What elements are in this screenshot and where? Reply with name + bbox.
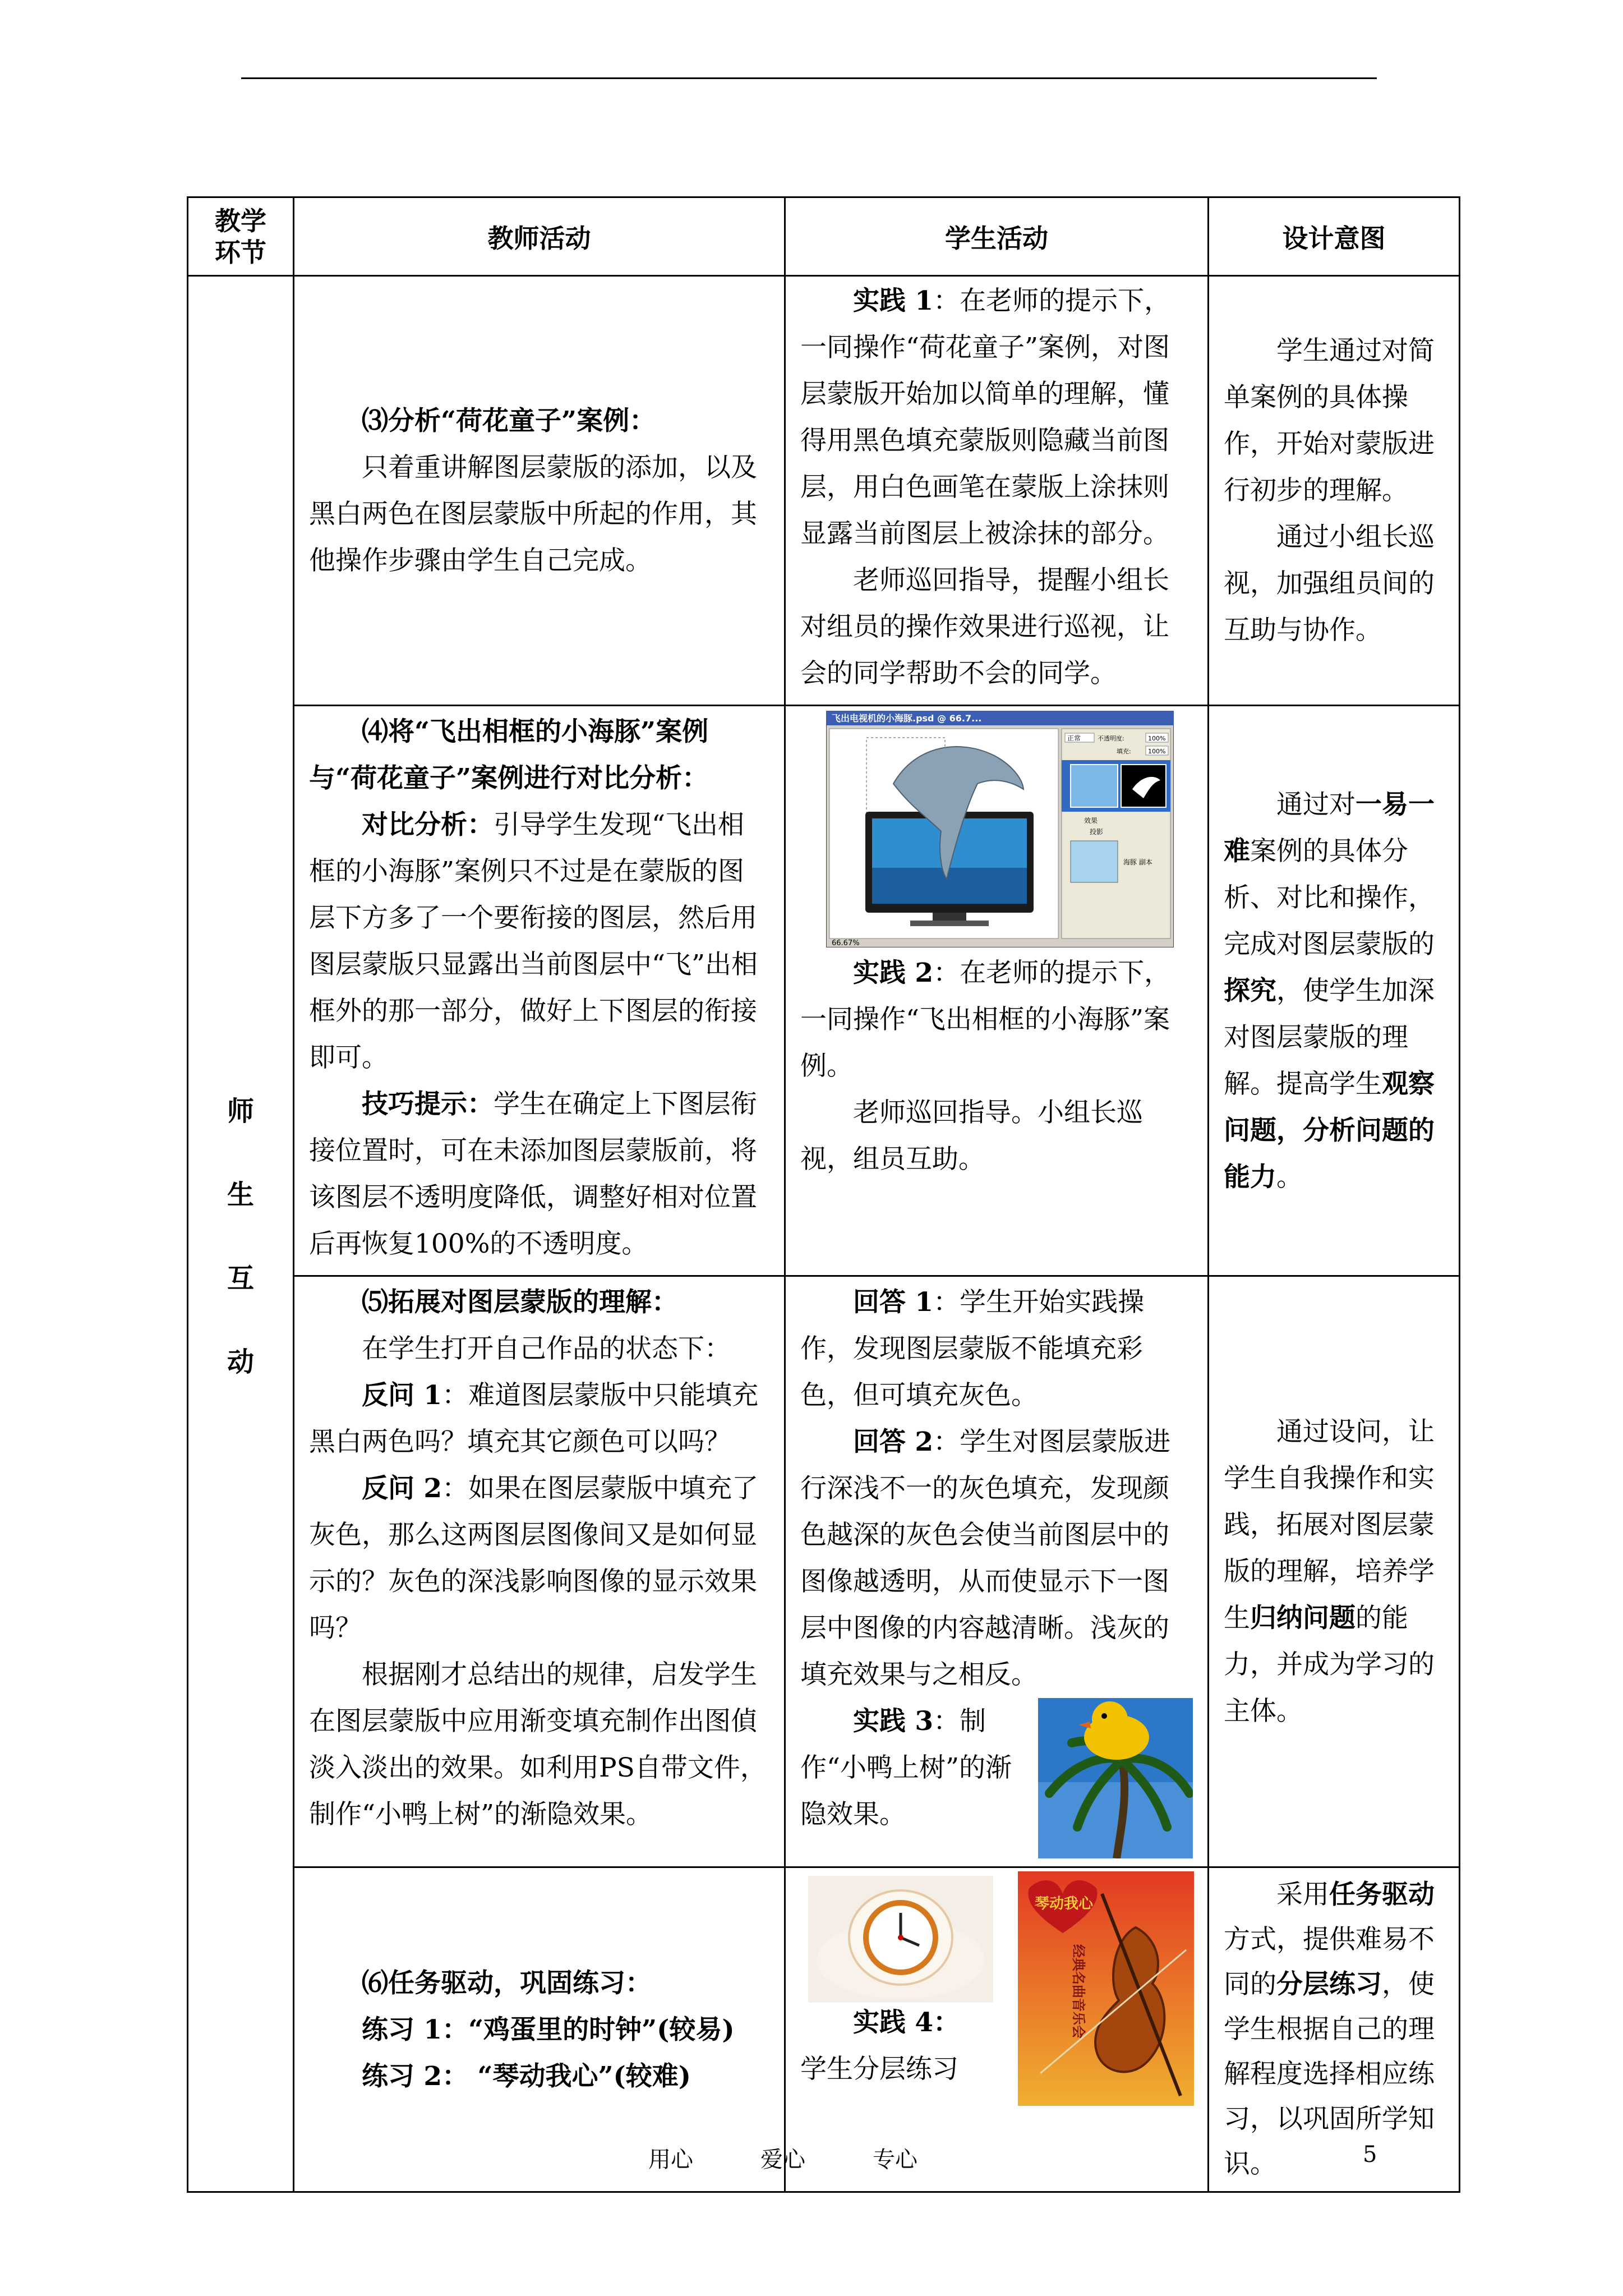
ps-opacity: 100% bbox=[1148, 735, 1166, 742]
stage-char: 互 bbox=[227, 1262, 254, 1294]
ps-opacity-label: 不透明度: bbox=[1098, 735, 1124, 742]
practice-label: 实践 4 bbox=[853, 2007, 934, 2038]
ps-fill: 100% bbox=[1148, 748, 1166, 755]
teacher-section-title: ⑷将“飞出相框的小海豚”案例与“荷花童子”案例进行对比分析： bbox=[309, 716, 709, 794]
student-text: ：在老师的提示下，一同操作“飞出相框的小海豚”案例。 bbox=[800, 958, 1171, 1082]
student-cell bbox=[785, 1276, 1209, 1867]
teacher-label: 对比分析： bbox=[362, 809, 494, 840]
intent-text: 。 bbox=[1276, 1161, 1303, 1193]
footer-motto-3: 专心 bbox=[873, 2147, 917, 2173]
header-stage bbox=[188, 197, 294, 276]
table-row bbox=[188, 706, 1460, 1276]
intent-cell bbox=[1209, 1867, 1460, 2192]
ps-blend-mode: 正常 bbox=[1067, 734, 1081, 742]
teacher-body: ：如果在图层蒙版中填充了灰色，那么这两图层图像间又是如何显示的？灰色的深浅影响图像的显示效果吗？ bbox=[309, 1473, 759, 1644]
violin-poster-image bbox=[1018, 1871, 1194, 2106]
teacher-section-title: ⑸拓展对图层蒙版的理解： bbox=[362, 1287, 678, 1318]
header-stage-line1: 教学 bbox=[215, 205, 266, 236]
stage-label-cell bbox=[188, 276, 294, 2192]
question-label: 反问 1 bbox=[362, 1380, 442, 1411]
intent-text: 方式，提供难易不同的 bbox=[1224, 1924, 1435, 2000]
table-row bbox=[188, 1867, 1460, 2192]
intent-emphasis: 观察问题，分析问题的能力 bbox=[1224, 1068, 1435, 1193]
stage-char: 生 bbox=[227, 1179, 254, 1211]
intent-text: 的能力，并成为学习的主体。 bbox=[1224, 1603, 1435, 1727]
poster-subtitle: 经典名曲音乐会 bbox=[1071, 1944, 1087, 2039]
teacher-body: 只着重讲解图层蒙版的添加，以及黑白两色在图层蒙版中所起的作用，其他操作步骤由学生自己完成。 bbox=[309, 452, 757, 576]
footer-motto-1: 用心 bbox=[648, 2147, 693, 2173]
student-text: ：学生开始实践操作，发现图层蒙版不能填充彩色，但可填充灰色。 bbox=[800, 1287, 1145, 1411]
ps-fill-label: 填充: bbox=[1117, 748, 1131, 755]
intent-text: 采用 bbox=[1276, 1879, 1329, 1910]
intent-text: 案例的具体分析、对比和操作，完成对图层蒙版的 bbox=[1224, 835, 1435, 960]
teacher-body: 在学生打开自己作品的状态下： bbox=[362, 1333, 731, 1364]
page-number: 5 bbox=[1363, 2142, 1377, 2168]
exercise-item: 练习 1：“鸡蛋里的时钟”(较易) bbox=[362, 2014, 735, 2045]
duck-in-tree-image bbox=[1038, 1698, 1193, 1858]
answer-label: 回答 1 bbox=[853, 1287, 934, 1318]
answer-label: 回答 2 bbox=[853, 1427, 934, 1457]
header-stage-line2: 环节 bbox=[215, 237, 266, 268]
intent-cell bbox=[1209, 276, 1460, 706]
teacher-body: 根据刚才总结出的规律，启发学生在图层蒙版中应用渐变填充制作出图偵淡入淡出的效果。如利用PS自带文件，制作“小鸭上树”的渐隐效果。 bbox=[309, 1659, 767, 1830]
practice-label: 实践 1 bbox=[853, 286, 934, 316]
question-label: 反问 2 bbox=[362, 1473, 442, 1504]
intent-text: 学生通过对简单案例的具体操作，开始对蒙版进行初步的理解。 bbox=[1224, 335, 1435, 506]
practice-label: 实践 2 bbox=[853, 958, 934, 988]
teacher-cell bbox=[294, 706, 785, 1276]
teacher-body: ：难道图层蒙版中只能填充黑白两色吗？填充其它颜色可以吗？ bbox=[309, 1380, 759, 1457]
student-text: 学生分层练习 bbox=[800, 2054, 958, 2085]
intent-emphasis: 分层练习 bbox=[1276, 1969, 1382, 2000]
intent-emphasis: 任务驱动 bbox=[1329, 1879, 1435, 1910]
exercise-item: 练习 2： “琴动我心”(较难) bbox=[362, 2060, 691, 2092]
intent-emphasis: 探究 bbox=[1224, 975, 1276, 1006]
egg-clock-image bbox=[808, 1876, 993, 2003]
student-text: ：制作“小鸭上树”的渐隐效果。 bbox=[800, 1706, 1012, 1830]
stage-char: 师 bbox=[227, 1095, 254, 1127]
student-cell bbox=[785, 706, 1209, 1276]
lesson-plan-table bbox=[187, 196, 1460, 2193]
table-header-row bbox=[188, 197, 1460, 276]
header-intent: 设计意图 bbox=[1209, 197, 1460, 276]
ps-window-title: 飞出电视机的小海豚.psd @ 66.7... bbox=[832, 713, 982, 724]
ps-zoom: 66.67% bbox=[832, 939, 860, 947]
header-rule bbox=[241, 77, 1377, 79]
footer-motto-2: 爱心 bbox=[760, 2147, 805, 2173]
intent-cell bbox=[1209, 1276, 1460, 1867]
student-text: 老师巡回指导。小组长巡视，组员互助。 bbox=[800, 1097, 1143, 1175]
header-student: 学生活动 bbox=[785, 197, 1209, 276]
intent-text: ，使学生加深对图层蒙版的理解。提高学生 bbox=[1224, 975, 1435, 1099]
header-teacher: 教师活动 bbox=[294, 197, 785, 276]
intent-text: 通过设问，让学生自我操作和实践，拓展对图层蒙版的理解，培养学生 bbox=[1224, 1416, 1435, 1634]
teacher-section-title: ⑶分析“荷花童子”案例： bbox=[362, 405, 656, 436]
teacher-cell bbox=[294, 1867, 785, 2192]
intent-text: ，使学生根据自己的理解程度选择相应练习，以巩固所学知识。 bbox=[1224, 1969, 1435, 2179]
practice-label: 实践 3 bbox=[853, 1706, 934, 1737]
intent-text: 通过对 bbox=[1276, 789, 1355, 820]
ps-layer-name: 海豚 副本 bbox=[1123, 858, 1152, 866]
teacher-cell bbox=[294, 1276, 785, 1867]
stage-char: 动 bbox=[227, 1346, 254, 1378]
student-text: ：学生对图层蒙版进行深浅不一的灰色填充，发现颜色越深的灰色会使当前图层中的图像越透明，从而使显示下一图层中图像的内容越清晰。浅灰的填充效果与之相反。 bbox=[800, 1427, 1171, 1690]
student-cell bbox=[785, 276, 1209, 706]
ps-layer-effect: 效果 bbox=[1084, 817, 1098, 825]
photoshop-screenshot bbox=[826, 711, 1174, 947]
practice-colon: ： bbox=[933, 2007, 960, 2038]
intent-cell bbox=[1209, 706, 1460, 1276]
intent-emphasis: 归纳问题 bbox=[1250, 1603, 1355, 1634]
intent-emphasis: 一易一难 bbox=[1224, 789, 1435, 867]
teacher-section-title: ⑹任务驱动，巩固练习： bbox=[362, 1967, 652, 1999]
table-row bbox=[188, 276, 1460, 706]
table-row bbox=[188, 1276, 1460, 1867]
student-text: ：在老师的提示下，一同操作“荷花童子”案例，对图层蒙版开始加以简单的理解，懂得用黑色填充蒙版则隐藏当前图层，用白色画笔在蒙版上涂抹则显露当前图层上被涂抹的部分。 bbox=[800, 286, 1171, 549]
teacher-cell bbox=[294, 276, 785, 706]
poster-title: 琴动我心 bbox=[1035, 1895, 1094, 1912]
intent-text: 通过小组长巡视，加强组员间的互助与协作。 bbox=[1224, 522, 1435, 646]
teacher-body: 引导学生发现“飞出相框的小海豚”案例只不过是在蒙版的图层下方多了一个要衔接的图层，然后用图层蒙版只显露出当前图层中“飞”出相框外的那一部分，做好上下图层的衔接即可。 bbox=[309, 809, 758, 1073]
student-cell bbox=[785, 1867, 1209, 2192]
ps-layer-shadow: 投影 bbox=[1090, 828, 1104, 836]
teacher-label: 技巧提示： bbox=[362, 1089, 494, 1120]
student-text: 老师巡回指导，提醒小组长对组员的操作效果进行巡视，让会的同学帮助不会的同学。 bbox=[800, 565, 1169, 689]
teacher-body: 学生在确定上下图层衔接位置时，可在未添加图层蒙版前，将该图层不透明度降低，调整好相对位置后再恢复100%的不透明度。 bbox=[309, 1089, 757, 1259]
